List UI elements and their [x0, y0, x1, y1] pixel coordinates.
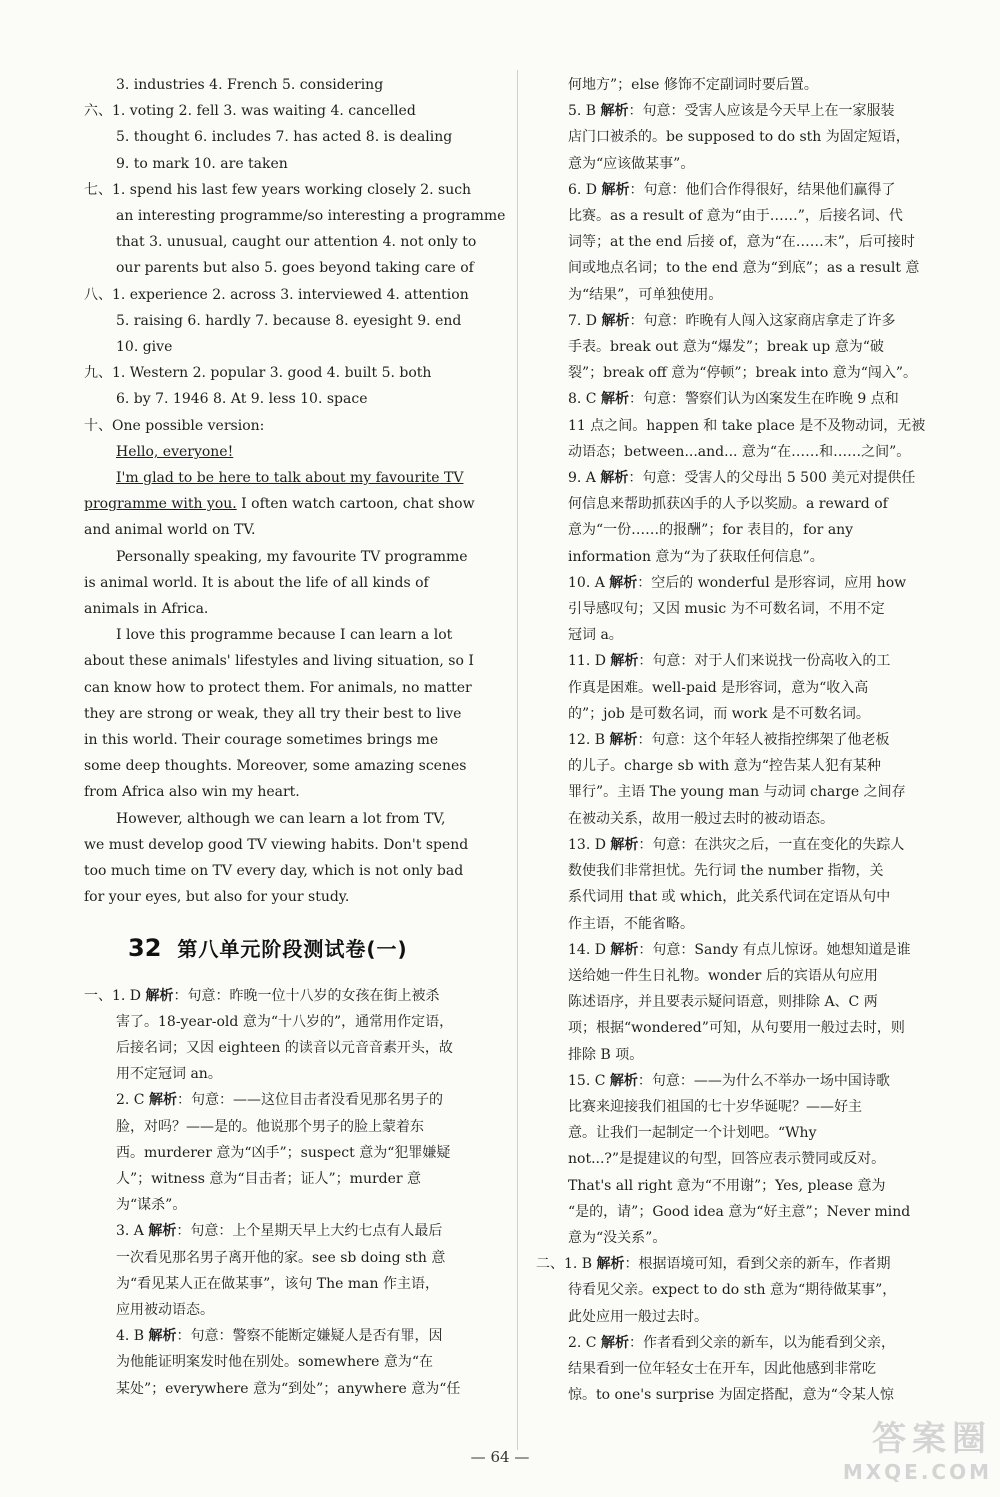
explanation-line: 的”；job 是可数名词，而 work 是不可数名词。 — [568, 705, 870, 722]
explanation-line: 送给她一件生日礼物。wonder 后的宾语从句应用 — [568, 967, 878, 984]
explanation-line: 15. C 解析：句意：——为什么不举办一场中国诗歌 — [568, 1072, 890, 1089]
section-heading — [84, 931, 508, 965]
essay-intro-line — [84, 491, 508, 517]
explanation-line: 系代词用 that 或 which，此关系代词在定语从句中 — [568, 889, 891, 906]
explanation-line: 13. D 解析：句意：在洪灾之后，一直在变化的失踪人 — [568, 836, 905, 853]
answer-line: 十、One possible version: — [84, 417, 265, 434]
explanation-line: 5. B 解析：句意：受害人应该是今天早上在一家服装 — [568, 103, 895, 120]
essay-line: animals in Africa. — [84, 601, 209, 618]
explanation-line: 排除 B 项。 — [568, 1046, 644, 1063]
explanation-line: 用不定冠词 an。 — [116, 1066, 222, 1083]
explanation-line: 店门口被杀的。be supposed to do sth 为固定短语， — [568, 129, 910, 146]
explanation-line: 比赛来迎接我们祖国的七十岁华诞呢？——好主 — [568, 1098, 862, 1115]
explanation-line: 11. D 解析：句意：对于人们来说找一份高收入的工 — [568, 653, 891, 670]
answer-line: an interesting programme/so interesting a programme — [116, 208, 506, 225]
explanation-label: 解析 — [601, 312, 630, 329]
explanation-line: 引导感叹句；又因 music 为不可数名词，不用不定 — [568, 601, 885, 618]
explanation-line: 一、1. D 解析：句意：昨晚一位十八岁的女孩在街上被杀 — [84, 987, 440, 1004]
explanation-line: 意为“没关系”。 — [568, 1229, 667, 1246]
explanation-line: 项；根据“wondered”可知，从句要用一般过去时，则 — [568, 1020, 905, 1037]
explanation-line: That's all right 意为“不用谢”；Yes, please 意为 — [568, 1177, 886, 1194]
essay-line: can know how to protect them. For animals, no matter — [84, 679, 472, 696]
explanation-label: 解析 — [610, 836, 639, 853]
essay-line: we must develop good TV viewing habits. Don't spend — [84, 836, 469, 853]
explanation-line: 待看见父亲。expect to do sth 意为“期待做某事”， — [568, 1282, 897, 1299]
explanation-line: 的儿子。charge sb with 意为“控告某人犯有某种 — [568, 758, 881, 775]
explanation-line: 8. C 解析：句意：警察们认为凶案发生在昨晚 9 点和 — [568, 391, 899, 408]
essay-line: about these animals' lifestyles and living situation, so I — [84, 653, 474, 670]
explanation-line: information 意为“为了获取任何信息”。 — [568, 548, 824, 565]
explanation-line: 11 点之间。happen 和 take place 是不及物动词，无被 — [568, 417, 926, 434]
explanation-label: 解析 — [600, 1334, 629, 1351]
explanation-line: 惊。to one's surprise 为固定搭配，意为“令某人惊 — [568, 1387, 894, 1404]
essay-line: too much time on TV every day, which is not only bad — [84, 863, 464, 880]
explanation-line: 为“谋杀”。 — [116, 1197, 187, 1214]
explanation-line: 意为“一份……的报酬”；for 表目的，for any — [568, 522, 854, 539]
answer-line: 九、1. Western 2. popular 3. good 4. built 5. both — [84, 365, 432, 382]
essay-text: I often watch cartoon, chat show — [236, 496, 475, 513]
right-column — [536, 72, 960, 1408]
explanation-line: 动语态；between...and... 意为“在……和……之间”。 — [568, 443, 911, 460]
essay-line: I love this programme because I can learn a lot — [116, 627, 453, 644]
essay-line: in this world. Their courage sometimes brings me — [84, 732, 439, 749]
essay-body — [84, 544, 508, 911]
explanation-line: 意。让我们一起制定一个计划吧。“Why — [568, 1125, 817, 1142]
explanation-line: 冠词 a。 — [568, 627, 623, 644]
explanation-label: 解析 — [600, 391, 629, 408]
explanation-line: 14. D 解析：句意：Sandy 有点儿惊讶。她想知道是谁 — [568, 941, 911, 958]
answer-line: 5. thought 6. includes 7. has acted 8. is dealing — [116, 129, 453, 146]
explanation-line: 西。murderer 意为“凶手”；suspect 意为“犯罪嫌疑 — [116, 1144, 451, 1161]
watermark-url: MXQE.COM — [842, 1460, 992, 1484]
explanation-line: 2. C 解析：句意：——这位目击者没看见那名男子的 — [116, 1092, 443, 1109]
answer-explanations — [84, 983, 508, 1402]
explanation-line: 10. A 解析：空后的 wonderful 是形容词，应用 how — [568, 574, 907, 591]
explanation-label: 解析 — [609, 574, 638, 591]
explanation-label: 解析 — [600, 103, 629, 120]
explanation-line: not...?”是提建议的句型，回答应表示赞同或反对。 — [568, 1151, 886, 1168]
answer-explanations — [536, 72, 960, 1408]
section-title: 第八单元阶段测试卷(一) — [177, 937, 408, 961]
answer-key-list — [84, 72, 508, 439]
explanation-line: 比赛。as a result of 意为“由于……”，后接名词、代 — [568, 208, 903, 225]
answer-line: 八、1. experience 2. across 3. interviewed 4. attention — [84, 286, 469, 303]
answer-line: 6. by 7. 1946 8. At 9. less 10. space — [116, 391, 368, 408]
essay-underlined-text: programme with you. — [84, 496, 237, 513]
essay-line: from Africa also win my heart. — [84, 784, 300, 801]
explanation-line: 12. B 解析：句意：这个年轻人被指控绑架了他老板 — [568, 732, 890, 749]
explanation-line: 作主语，不能省略。 — [568, 915, 694, 932]
explanation-line: 罪行”。主语 The young man 与动词 charge 之间存 — [568, 784, 906, 801]
explanation-line: 为“看见某人正在做某事”，该句 The man 作主语， — [116, 1275, 439, 1292]
explanation-line: 3. A 解析：句意：上个星期天早上大约七点有人最后 — [116, 1223, 443, 1240]
explanation-line: 4. B 解析：句意：警察不能断定嫌疑人是否有罪，因 — [116, 1328, 443, 1345]
explanation-line: 手表。break out 意为“爆发”；break up 意为“破 — [568, 339, 884, 356]
explanation-line: 后接名词；又因 eighteen 的读音以元音音素开头，故 — [116, 1039, 453, 1056]
explanation-label: 解析 — [596, 1256, 625, 1273]
explanation-label: 解析 — [610, 653, 639, 670]
explanation-label: 解析 — [148, 1223, 177, 1240]
essay-underlined-text: I'm glad to be here to talk about my favourite TV — [116, 470, 464, 487]
explanation-label: 解析 — [609, 1072, 638, 1089]
explanation-line: 词等；at the end 后接 of，意为“在……末”，后可接时 — [568, 234, 915, 251]
explanation-line: 某处”；everywhere 意为“到处”；anywhere 意为“任 — [116, 1380, 461, 1397]
answer-line: our parents but also 5. goes beyond taking care of — [116, 260, 474, 277]
explanation-line: 此处应用一般过去时。 — [568, 1308, 708, 1325]
answer-line: 七、1. spend his last few years working closely 2. such — [84, 181, 472, 198]
explanation-line: 何信息来帮助抓获凶手的人予以奖励。a reward of — [568, 496, 888, 513]
essay-line: some deep thoughts. Moreover, some amazing scenes — [84, 758, 467, 775]
page-number-value: 64 — [490, 1448, 510, 1466]
explanation-line: 何地方”；else 修饰不定副词时要后置。 — [568, 77, 818, 93]
explanation-line: 在被动关系，故用一般过去时的被动语态。 — [568, 810, 834, 827]
explanation-line: 结果看到一位年轻女士在开车，因此他感到非常吃 — [568, 1360, 876, 1377]
page-number: — 64 — — [470, 1448, 530, 1466]
essay-line: Personally speaking, my favourite TV programme — [116, 548, 468, 565]
explanation-line: 陈述语序，并且要表示疑问语意，则排除 A、C 两 — [568, 994, 878, 1011]
essay-line: and animal world on TV. — [84, 522, 256, 539]
explanation-line: 7. D 解析：句意：昨晚有人闯入这家商店拿走了许多 — [568, 312, 896, 329]
essay-line: However, although we can learn a lot from TV, — [116, 810, 446, 827]
explanation-line: 6. D 解析：句意：他们合作得很好，结果他们赢得了 — [568, 181, 896, 198]
section-number: 32 — [128, 933, 162, 962]
explanation-line: “是的，请”；Good idea 意为“好主意”；Never mind — [568, 1203, 911, 1220]
column-divider — [517, 70, 518, 1450]
model-essay — [84, 439, 508, 911]
explanation-label: 解析 — [601, 181, 630, 198]
explanation-label: 解析 — [148, 1328, 177, 1345]
explanation-line: 人”；witness 意为“目击者；证人”；murder 意 — [116, 1170, 422, 1187]
explanation-label: 解析 — [600, 470, 629, 487]
explanation-label: 解析 — [609, 732, 638, 749]
explanation-line: 2. C 解析：作者看到父亲的新车，以为能看到父亲， — [568, 1334, 895, 1351]
explanation-line: 脸，对吗？——是的。他说那个男子的脸上蒙着东 — [116, 1118, 424, 1135]
explanation-line: 害了。18-year-old 意为“十八岁的”，通常用作定语， — [116, 1013, 454, 1030]
explanation-line: 作真是困难。well-paid 是形容词，意为“收入高 — [568, 679, 869, 696]
answer-line: 9. to mark 10. are taken — [116, 155, 288, 172]
essay-intro-line — [84, 465, 508, 491]
explanation-line: 9. A 解析：句意：受害人的父母出 5 500 美元对提供任 — [568, 470, 916, 487]
explanation-label: 解析 — [148, 1092, 177, 1109]
essay-greeting: Hello, everyone! — [116, 443, 234, 460]
answer-line: 5. raising 6. hardly 7. because 8. eyesight 9. end — [116, 312, 462, 329]
left-column — [84, 72, 508, 1402]
answer-line: 3. industries 4. French 5. considering — [116, 77, 384, 93]
essay-line: is animal world. It is about the life of all kinds of — [84, 574, 429, 591]
explanation-line: 一次看见那名男子离开他的家。see sb doing sth 意 — [116, 1249, 446, 1266]
explanation-line: 间或地点名词；to the end 意为“到底”；as a result 意 — [568, 260, 920, 277]
explanation-line: 为他能证明案发时他在别处。somewhere 意为“在 — [116, 1354, 434, 1371]
explanation-line: 二、1. B 解析：根据语境可知，看到父亲的新车，作者期 — [536, 1256, 891, 1273]
essay-line: they are strong or weak, they all try their best to live — [84, 705, 462, 722]
answer-line: 10. give — [116, 339, 173, 356]
explanation-line: 意为“应该做某事”。 — [568, 155, 695, 172]
answer-line: that 3. unusual, caught our attention 4. not only to — [116, 234, 477, 251]
essay-line: for your eyes, but also for your study. — [84, 889, 350, 906]
answer-line: 六、1. voting 2. fell 3. was waiting 4. cancelled — [84, 103, 416, 120]
explanation-line: 为“结果”，可单独使用。 — [568, 286, 723, 303]
watermark-text: 答案圈 — [872, 1419, 992, 1459]
explanation-line: 数使我们非常担忧。先行词 the number 指物，关 — [568, 863, 884, 880]
explanation-label: 解析 — [610, 941, 639, 958]
explanation-line: 裂”；break off 意为“停顿”；break into 意为“闯入”。 — [568, 365, 918, 382]
explanation-line: 应用被动语态。 — [116, 1301, 214, 1318]
explanation-label: 解析 — [145, 987, 174, 1004]
